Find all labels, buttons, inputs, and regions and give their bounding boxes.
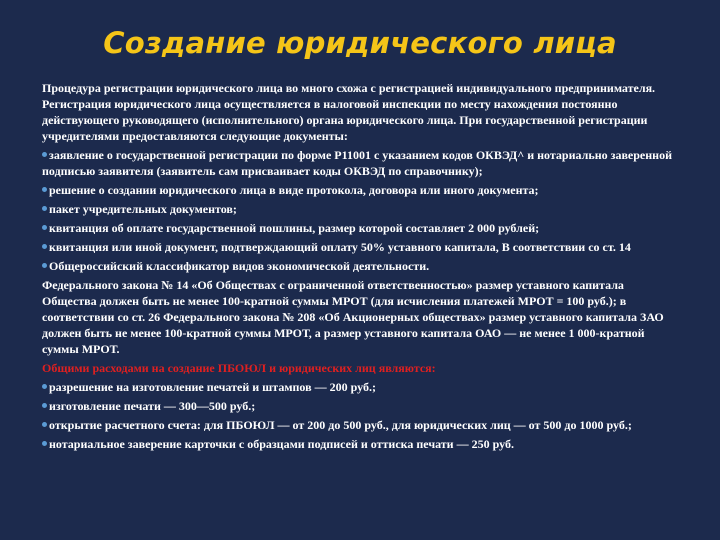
list-item xyxy=(42,417,678,433)
bullet-icon xyxy=(42,225,47,230)
list-item xyxy=(42,398,678,414)
expense-item-text: разрешение на изготовление печатей и штампов — 200 руб.; xyxy=(49,380,376,394)
document-item-text: квитанция или иной документ, подтверждающий оплату 50% уставного капитала, В соответствии со ст. 14 xyxy=(49,240,631,254)
document-item-text: заявление о государственной регистрации по форме Р11001 с указанием кодов ОКВЭД^ и нотариально заверенной подписью заявителя (заявитель сам присваивает коды ОКВЭД по справочнику); xyxy=(42,148,672,178)
law-paragraph: Федерального закона № 14 «Об Обществах с ограниченной ответственностью» размер уставного капитала Общества должен быть не менее 100-кратной суммы МРОТ (для исчисления платежей МРОТ = 100 руб.); в соответствии со ст. 26 Федерального закона № 208 «Об Акционерных обществах» размер уставного капитала ЗАО должен быть не менее 100-кратной суммы МРОТ, а размер уставного капитала ОАО — не менее 1 000-кратной суммы МРОТ. xyxy=(42,278,664,356)
document-item-text: решение о создании юридического лица в виде протокола, договора или иного документа; xyxy=(49,183,539,197)
list-item xyxy=(42,239,678,255)
document-item-text: квитанция об оплате государственной пошлины, размер которой составляет 2 000 рублей; xyxy=(49,221,540,235)
expenses-heading: Общими расходами на создание ПБОЮЛ и юридических лиц являются: xyxy=(42,361,436,375)
bullet-icon xyxy=(42,206,47,211)
expense-item-text: нотариальное заверение карточки с образцами подписей и оттиска печати — 250 руб. xyxy=(49,437,514,451)
bullet-icon xyxy=(42,384,47,389)
bullet-icon xyxy=(42,441,47,446)
slide-body xyxy=(42,80,678,455)
bullet-icon xyxy=(42,152,47,157)
expense-item-text: открытие расчетного счета: для ПБОЮЛ — от 200 до 500 руб., для юридических лиц — от 500 до 1000 руб.; xyxy=(49,418,632,432)
bullet-icon xyxy=(42,403,47,408)
list-item xyxy=(42,201,678,217)
list-item xyxy=(42,147,678,179)
list-item xyxy=(42,182,678,198)
list-item xyxy=(42,436,678,452)
document-item-text: Общероссийский классификатор видов экономической деятельности. xyxy=(49,259,430,273)
bullet-icon xyxy=(42,263,47,268)
list-item xyxy=(42,258,678,274)
intro-paragraph: Процедура регистрации юридического лица во много схожа с регистрацией индивидуального предпринимателя. Регистрация юридического лица осуществляется в налоговой инспекции по месту нахождения постоянно действующего руководящего (исполнительного) органа юридического лица. При государственной регистрации учредителями предоставляются следующие документы: xyxy=(42,81,656,143)
list-item xyxy=(42,220,678,236)
bullet-icon xyxy=(42,422,47,427)
document-item-text: пакет учредительных документов; xyxy=(49,202,237,216)
bullet-icon xyxy=(42,244,47,249)
bullet-icon xyxy=(42,187,47,192)
slide-title: Создание юридического лица xyxy=(103,26,617,60)
expense-item-text: изготовление печати — 300—500 руб.; xyxy=(49,399,256,413)
list-item xyxy=(42,379,678,395)
